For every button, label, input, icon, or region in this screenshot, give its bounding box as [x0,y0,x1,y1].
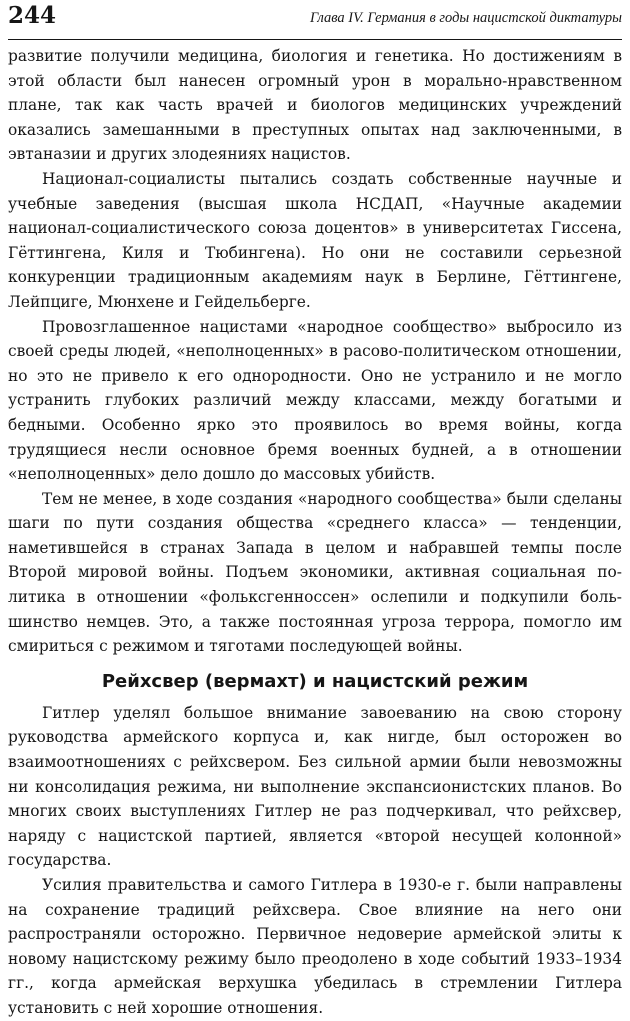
running-head [8,0,622,40]
page-number: 244 [8,2,57,29]
section-heading: Рейхсвер (вермахт) и нацистский режим [101,670,529,692]
paragraph-nazi-institutions: Национал-социалисты пытались создать собственные научные и учебные заведения (высшая школа НСДАП, «Научные академии национал-социалистического союза доцентов» в университетах Гиссена, Гёттингена, Киля и Тюбингена). Но они не составили серьезной конкуренции традиционным академиям наук в Берлине, Гёттингене, Лейпциге, Мюнхене и Гейдельберге. [8,169,622,311]
paragraph-government-efforts: Усилия правительства и самого Гитлера в 1930-е г. были направлены на сохранение традиций рейхсвера. Свое влияние на него они распространяли осторожно. Первичное недоверие армейской элиты к новому нацистскому режиму было преодолено в ходе событий 1933–1934 гг., когда армейская верхушка убедилась в стремлении Гитлера установить с ней хорошие отношения. [8,876,622,1017]
paragraph-peoples-community: Провозглашенное нацистами «народное сообщество» выбросило из своей среды людей, «неполноценных» в расово-политическом отношении, но это не привело к его однородности. Оно не устранило и не могло устранить глубоких различий между классами, между богатыми и бедными. Особенно ярко это проявилось во время войны, когда трудящиеся несли основное бремя военных будней, а в отношении «неполноценных» дело дошло до массовых убийств. [8,317,622,484]
body-text [8,44,622,1021]
paragraph-hitler-reichswehr: Гитлер уделял большое внимание завоеванию на свою сторону руководства армейского корпуса и, как нигде, был осторожен во взаимоотношениях с рейхсвером. Без сильной армии были невозможны ни консолидация режима, ни выполнение экспансионистских планов. Во многих своих выступлениях Гитлер не раз подчеркивал, что рейхсвер, наряду с нацистской партией, является «второй несущей колонной» государства. [8,703,622,870]
paragraph-science-continued: развитие получили медицина, биология и генетика. Но достижениям в этой области был нанесен огромный урон в морально-нравственном плане, так как часть врачей и биологов медицинских учреждений оказались замешанными в преступных опытах над заключенными, в эвтаназии и других злодеяниях нацистов. [8,47,622,164]
chapter-title: Глава IV. Германия в годы нацистской диктатуры [309,10,622,26]
book-page [8,0,622,1017]
paragraph-middle-class: Тем не менее, в ходе создания «народного сообщества» были сделаны шаги по пути создания общества «среднего класса» — тенденции, наметившейся в странах Запада в целом и набравшей темпы после Второй мировой войны. Подъем экономики, активная социальная политика в отношении «фольксгенноссен» ослепили и подкупили большинство немцев. Это, а также постоянная угроза террора, помогло им смириться с режимом и тяготами последующей войны. [8,489,622,656]
